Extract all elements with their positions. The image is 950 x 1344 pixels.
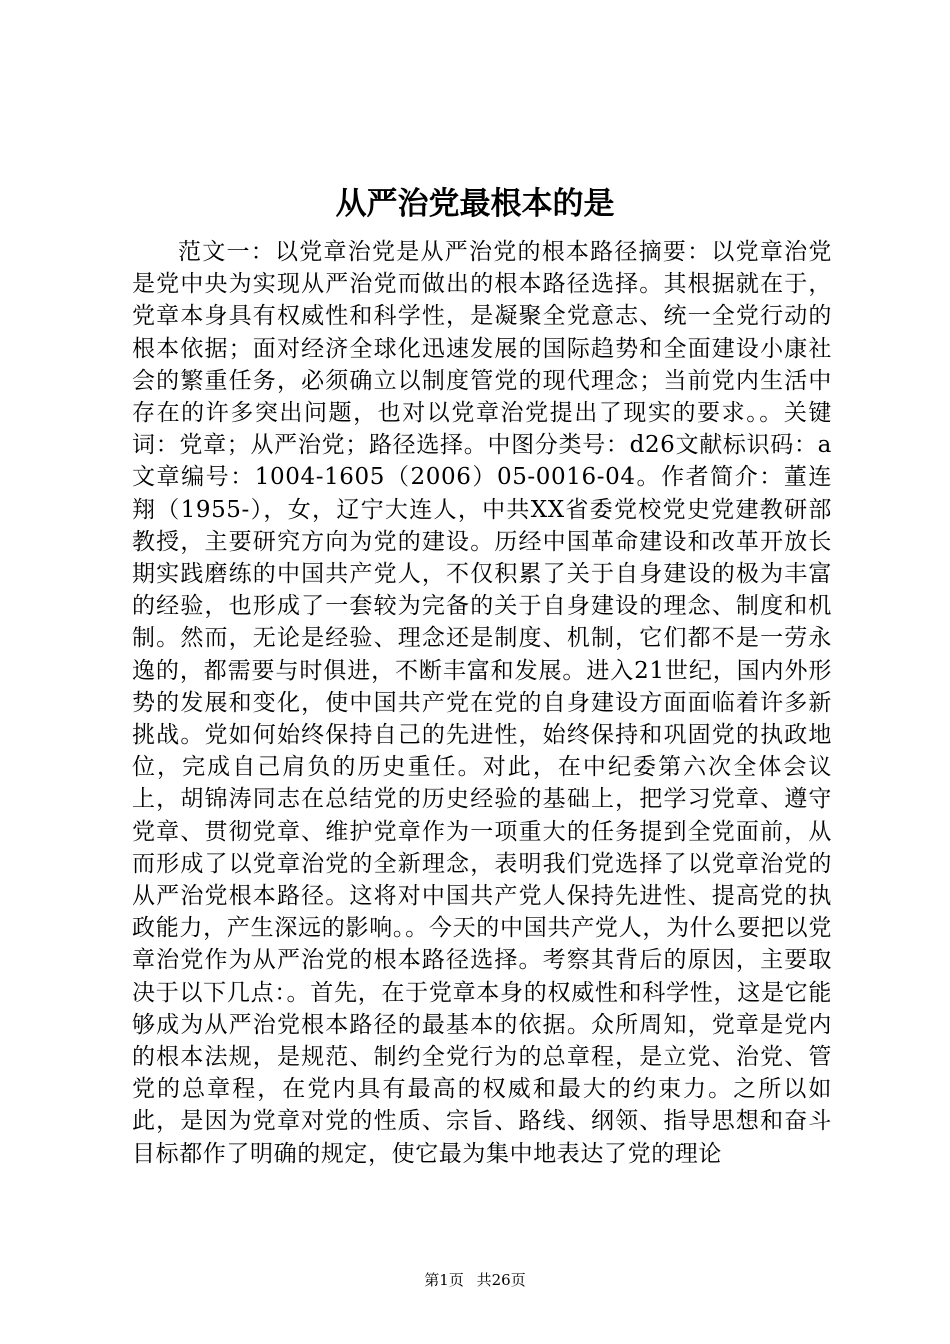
- document-body: 范文一：以党章治党是从严治党的根本路径摘要：以党章治党是党中央为实现从严治党而做出的根本路径选择。其根据就在于，党章本身具有权威性和科学性，是凝聚全党意志、统一全党行动的根本依据；面对经济全球化迅速发展的国际趋势和全面建设小康社会的繁重任务，必须确立以制度管党的现代理念；当前党内生活中存在的许多突出问题，也对以党章治党提出了现实的要求。。关键词：党章；从严治党；路径选择。中图分类号：d26文献标识码：a文章编号：1004-1605（2006）05-0016-04。作者简介：董连翔（1955-），女，辽宁大连人，中共XX省委党校党史党建教研部教授，主要研究方向为党的建设。历经中国革命建设和改革开放长期实践磨练的中国共产党人，不仅积累了关于自身建设的极为丰富的经验，也形成了一套较为完备的关于自身建设的理念、制度和机制。然而，无论是经验、理念还是制度、机制，它们都不是一劳永逸的，都需要与时俱进，不断丰富和发展。进入21世纪，国内外形势的发展和变化，使中国共产党在党的自身建设方面面临着许多新挑战。党如何始终保持自己的先进性，始终保持和巩固党的执政地位，完成自己肩负的历史重任。对此，在中纪委第六次全体会议上，胡锦涛同志在总结党的历史经验的基础上，把学习党章、遵守党章、贯彻党章、维护党章作为一项重大的任务提到全党面前，从而形成了以党章治党的全新理念，表明我们党选择了以党章治党的从严治党根本路径。这将对中国共产党人保持先进性、提高党的执政能力，产生深远的影响。。今天的中国共产党人，为什么要把以党章治党作为从严治党的根本路径选择。考察其背后的原因，主要取决于以下几点：。首先，在于党章本身的权威性和科学性，这是它能够成为从严治党根本路径的最基本的依据。众所周知，党章是党内的根本法规，是规范、制约全党行为的总章程，是立党、治党、管党的总章程，在党内具有最高的权威和最大的约束力。之所以如此，是因为党章对党的性质、宗旨、路线、纲领、指导思想和奋斗目标都作了明确的规定，使它最为集中地表达了党的理论: [132, 239, 832, 1167]
- page-number: 第1页: [424, 1271, 464, 1289]
- page-total: 共26页: [476, 1271, 526, 1289]
- document-title: 从严治党最根本的是: [335, 186, 615, 222]
- page-footer: [0, 1270, 950, 1290]
